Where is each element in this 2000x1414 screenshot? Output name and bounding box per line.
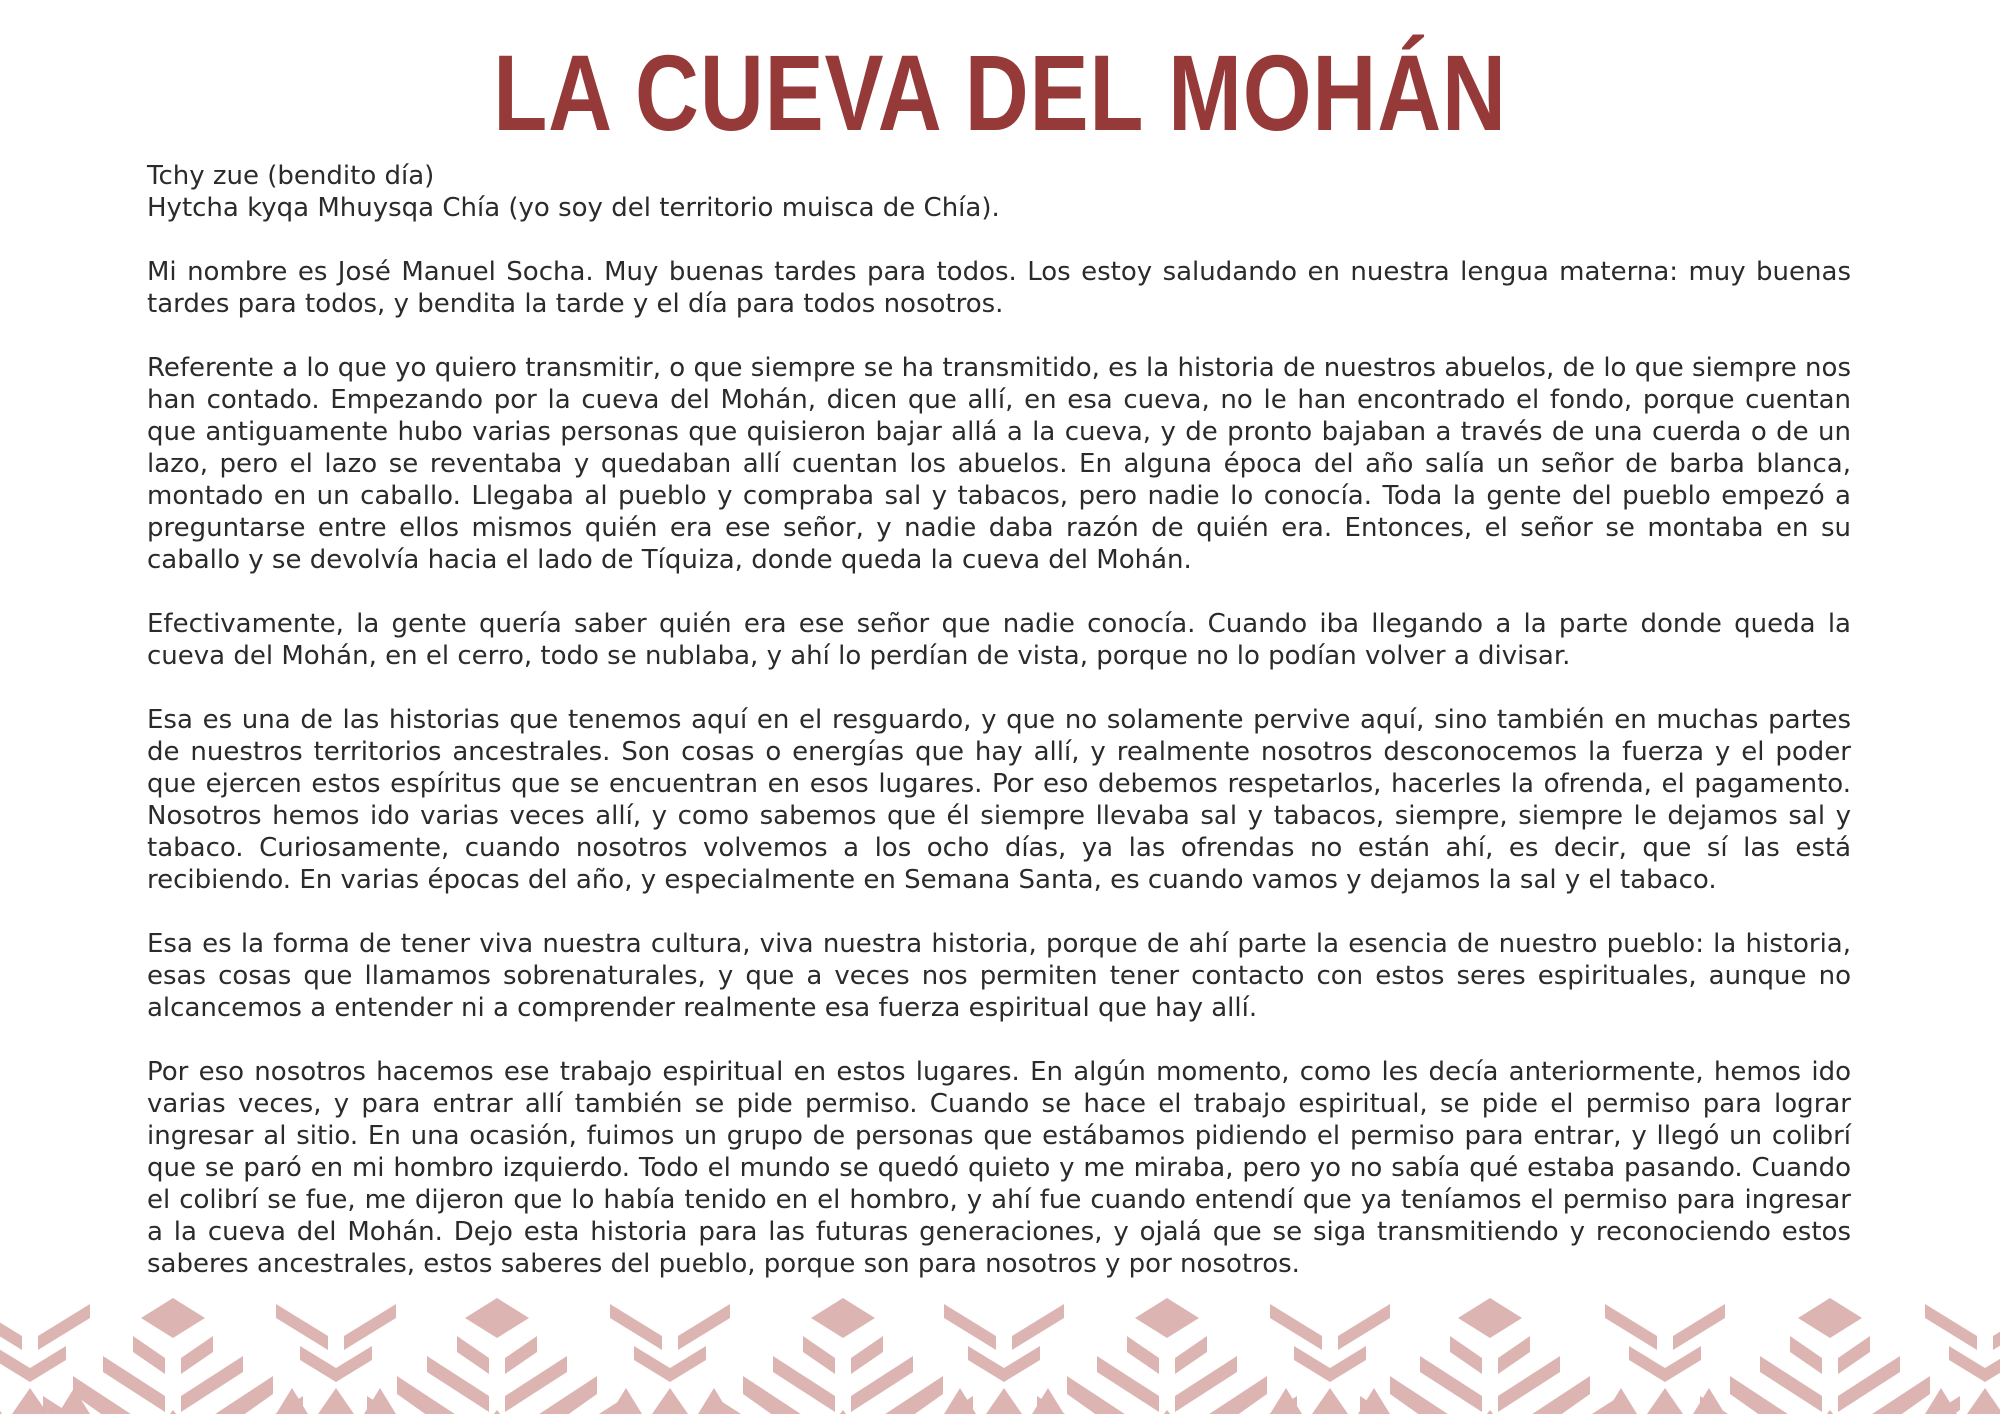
greeting-block <box>147 160 1851 224</box>
page-title: LA CUEVA DEL MOHÁN <box>493 32 1507 153</box>
greeting-line-territory: Hytcha kyqa Mhuysqa Chía (yo soy del territorio muisca de Chía). <box>147 193 1000 223</box>
paragraph-culture: Esa es la forma de tener viva nuestra cultura, viva nuestra historia, porque de ahí parte la esencia de nuestro pueblo: la historia, esas cosas que llamamos sobrenaturales, y que a veces nos permiten tener contacto con estos seres espirituales, aunque no alcancemos a entender ni a comprender realmente esa fuerza espiritual que hay allí. <box>147 929 1851 1023</box>
paragraph-cave-legend: Referente a lo que yo quiero transmitir, o que siempre se ha transmitido, es la historia de nuestros abuelos, de lo que siempre nos han contado. Empezando por la cueva del Mohán, dicen que allí, en esa cueva, no le han encontrado el fondo, porque cuentan que antiguamente hubo varias personas que quisieron bajar allá a la cueva, y de pronto bajaban a través de una cuerda o de un lazo, pero el lazo se reventaba y quedaban allí cuentan los abuelos. En alguna época del año salía un señor de barba blanca, montado en un caballo. Llegaba al pueblo y compraba sal y tabacos, pero nadie lo conocía. Toda la gente del pueblo empezó a preguntarse entre ellos mismos quién era ese señor, y nadie daba razón de quién era. Entonces, el señor se montaba en su caballo y se devolvía hacia el lado de Tíquiza, donde queda la cueva del Mohán. <box>147 353 1851 575</box>
paragraph-offerings: Esa es una de las historias que tenemos aquí en el resguardo, y que no solamente pervive aquí, sino también en muchas partes de nuestros territorios ancestrales. Son cosas o energías que hay allí, y realmente nosotros desconocemos la fuerza y el poder que ejercen estos espíritus que se encuentran en esos lugares. Por eso debemos respetarlos, hacerles la ofrenda, el pagamento. Nosotros hemos ido varias veces allí, y como sabemos que él siempre llevaba sal y tabacos, siempre, siempre le dejamos sal y tabaco. Curiosamente, cuando nosotros volvemos a los ocho días, ya las ofrendas no están ahí, es decir, que sí las está recibiendo. En varias épocas del año, y especialmente en Semana Santa, es cuando vamos y dejamos la sal y el tabaco. <box>147 705 1851 895</box>
paragraph-vanishing: Efectivamente, la gente quería saber quién era ese señor que nadie conocía. Cuando iba llegando a la parte donde queda la cueva del Mohán, en el cerro, todo se nublaba, y ahí lo perdían de vista, porque no lo podían volver a divisar. <box>147 609 1851 671</box>
decorative-border-pattern <box>0 1284 2000 1414</box>
paragraph-hummingbird: Por eso nosotros hacemos ese trabajo espiritual en estos lugares. En algún momento, como les decía anteriormente, hemos ido varias veces, y para entrar allí también se pide permiso. Cuando se hace el trabajo espiritual, se pide el permiso para lograr ingresar al sitio. En una ocasión, fuimos un grupo de personas que estábamos pidiendo el permiso para entrar, y llegó un colibrí que se paró en mi hombro izquierdo. Todo el mundo se quedó quieto y me miraba, pero yo no sabía qué estaba pasando. Cuando el colibrí se fue, me dijeron que lo había tenido en el hombro, y ahí fue cuando entendí que ya teníamos el permiso para ingresar a la cueva del Mohán. Dejo esta historia para las futuras generaciones, y ojalá que se siga transmitiendo y reconociendo estos saberes ancestrales, estos saberes del pueblo, porque son para nosotros y por nosotros. <box>147 1057 1851 1279</box>
greeting-line-muisca: Tchy zue (bendito día) <box>147 161 435 191</box>
paragraph-introduction: Mi nombre es José Manuel Socha. Muy buenas tardes para todos. Los estoy saludando en nuestra lengua materna: muy buenas tardes para todos, y bendita la tarde y el día para todos nosotros. <box>147 257 1851 319</box>
story-body <box>147 160 1851 1312</box>
